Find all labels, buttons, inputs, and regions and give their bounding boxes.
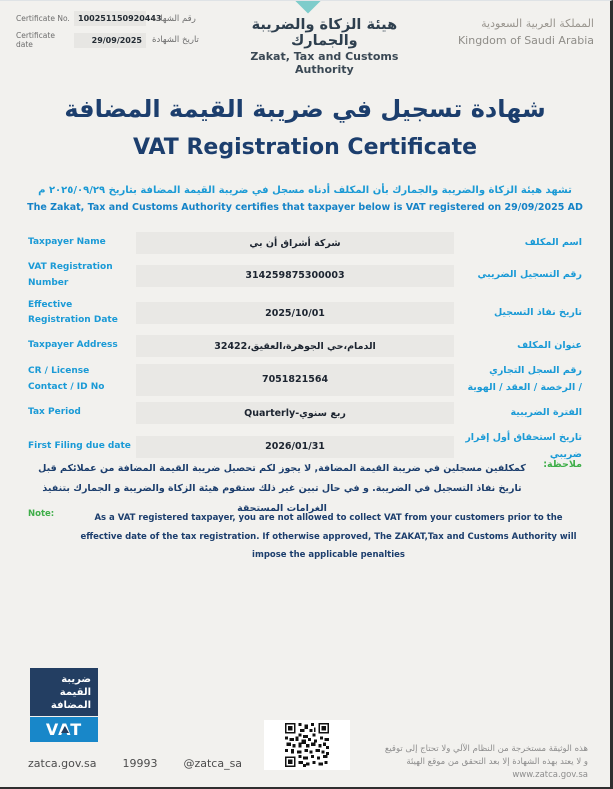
- table-row-taxpayer-address: [28, 335, 582, 357]
- vat-logo-line2: القيمة: [59, 687, 91, 698]
- kingdom-name: [429, 17, 594, 76]
- table-row-taxpayer-name: [28, 232, 582, 254]
- footer-website: zatca.gov.sa: [28, 757, 97, 770]
- table-row-vat-number: [28, 260, 582, 292]
- vat-logo: [30, 668, 98, 742]
- footer-contacts: [28, 757, 242, 770]
- certificate-no-value: 100251150920443: [74, 11, 146, 26]
- field-label-ar-line2: / الرخصة / العقد / الهوية: [467, 381, 582, 393]
- field-label-ar-line1: رقم السجل التجاري: [489, 365, 582, 376]
- certificate-title-en: VAT Registration Certificate: [132, 135, 478, 160]
- kingdom-name-en: Kingdom of Saudi Arabia: [457, 34, 594, 47]
- field-label-ar: اسم المكلف: [524, 236, 582, 248]
- footer-disclaimer: [385, 743, 588, 783]
- authority-name: [219, 17, 429, 76]
- authority-name-en: Zakat, Tax and Customs Authority: [250, 50, 399, 76]
- field-label-ar: رقم التسجيل الضريبي: [477, 269, 582, 281]
- note-english: [28, 509, 582, 565]
- kingdom-name-ar: المملكة العربية السعودية: [481, 17, 594, 30]
- vat-logo-line1: ضريبة: [61, 674, 91, 685]
- table-row-effective-date: [28, 298, 582, 330]
- certificate-title-ar: شهادة تسجيل في ضريبة القيمة المضافة: [64, 95, 546, 123]
- field-label-en-line1: CR / License: [28, 365, 90, 376]
- vat-logo-text: VAT: [45, 720, 83, 739]
- disclaimer-line-2: و لا يعتد بهذه الشهادة إلا بعد التحقق من موقع الهيئة: [406, 757, 588, 768]
- field-label-en: Tax Period: [28, 407, 81, 418]
- field-label-ar: عنوان المكلف: [517, 339, 582, 351]
- certificate-subtitle-ar: تشهد هيئة الزكاة والضريبة والجمارك بأن المكلف أدناه مسجل في ضريبة القيمة المضافة بتاريخ ٢٠٢٥/٠٩/٢٩ م: [38, 185, 572, 196]
- field-label-en: [28, 364, 136, 396]
- certificate-subtitle-en: The Zakat, Tax and Customs Authority certifies that taxpayer below is VAT registered on 29/09/2025 AD: [27, 202, 583, 213]
- certificate-no-label-ar: رقم الشهادة: [152, 13, 196, 24]
- vat-logo-arabic: [30, 668, 98, 716]
- qr-code-icon: [285, 723, 329, 767]
- certificate-number-row: [16, 11, 219, 26]
- note-label-ar: ملاحظة:: [543, 459, 582, 470]
- field-value: شركة أشراق أن بي: [136, 232, 454, 254]
- note-text-en: As a VAT registered taxpayer, you are not allowed to collect VAT from your customers prior to the effective date of the tax registration. If otherwise approved, The ZAKAT,Tax and Customs Authority will impose the applicable penalties: [80, 513, 577, 561]
- disclaimer-url: www.zatca.gov.sa: [512, 770, 588, 781]
- field-label-en: VAT Registration Number: [28, 262, 113, 288]
- field-label-ar: الفترة الضريبية: [510, 406, 582, 418]
- authority-name-ar: هيئة الزكاة والضريبة والجمارك: [251, 17, 398, 49]
- field-label-en: First Filing due date: [28, 441, 131, 451]
- certificate-meta: [16, 11, 219, 76]
- certificate-date-row: [16, 31, 219, 49]
- note-text-ar: كمكلفين مسجلين في ضريبة القيمة المضافة, لا يجوز لكم تحصيل ضريبة القيمة المضافة من عملائكم قبل تاريخ نفاذ التسجيل في الضريبة. و في حال تبين غير ذلك ستقوم هيئة الزكاة والضريبة و الجمارك بتنفيذ الغرامات المستحقة: [38, 463, 526, 514]
- field-label-en-line2: Contact / ID No: [28, 381, 105, 392]
- field-value: ربع سنوي-Quarterly: [136, 402, 454, 424]
- vat-logo-line3: المضافة: [50, 700, 91, 711]
- certificate-date-label-en: Certificate date: [16, 31, 55, 49]
- table-row-tax-period: [28, 402, 582, 424]
- field-value: 314259875300003: [136, 265, 454, 287]
- field-value: 2026/01/31: [136, 436, 454, 458]
- vat-logo-wordmark: [30, 717, 98, 742]
- field-label-ar: [454, 363, 582, 396]
- certificate-header: [16, 11, 594, 76]
- qr-code: [264, 720, 350, 770]
- certificate-no-label-en: Certificate No.: [16, 14, 70, 23]
- field-label-ar: تاريخ نفاذ التسجيل: [493, 306, 582, 318]
- table-row-cr-license: [28, 363, 582, 396]
- field-value: الدمام،حي الجوهرة،العقيق،32422: [136, 335, 454, 357]
- field-label-en: Taxpayer Address: [28, 340, 118, 351]
- vat-logo-a-triangle-icon: [61, 726, 69, 733]
- footer-twitter: @zatca_sa: [183, 757, 243, 770]
- certificate-date-value: 29/09/2025: [74, 33, 146, 48]
- certificate-date-label-ar: تاريخ الشهادة: [152, 35, 199, 45]
- disclaimer-line-1: هذه الوثيقة مستخرجة من النظام الآلي ولا تحتاج إلى توقيع: [384, 744, 588, 754]
- field-value: 2025/10/01: [136, 302, 454, 324]
- field-label-ar: تاريخ استحقاق أول إقرار ضريبي: [465, 432, 582, 460]
- field-value: 7051821564: [136, 364, 454, 396]
- taxpayer-fields-table: [28, 232, 582, 470]
- note-label-en: Note:: [28, 509, 55, 519]
- field-label-en: Effective Registration Date: [28, 299, 118, 326]
- footer-phone: 19993: [122, 757, 158, 770]
- field-label-en: Taxpayer Name: [28, 237, 106, 248]
